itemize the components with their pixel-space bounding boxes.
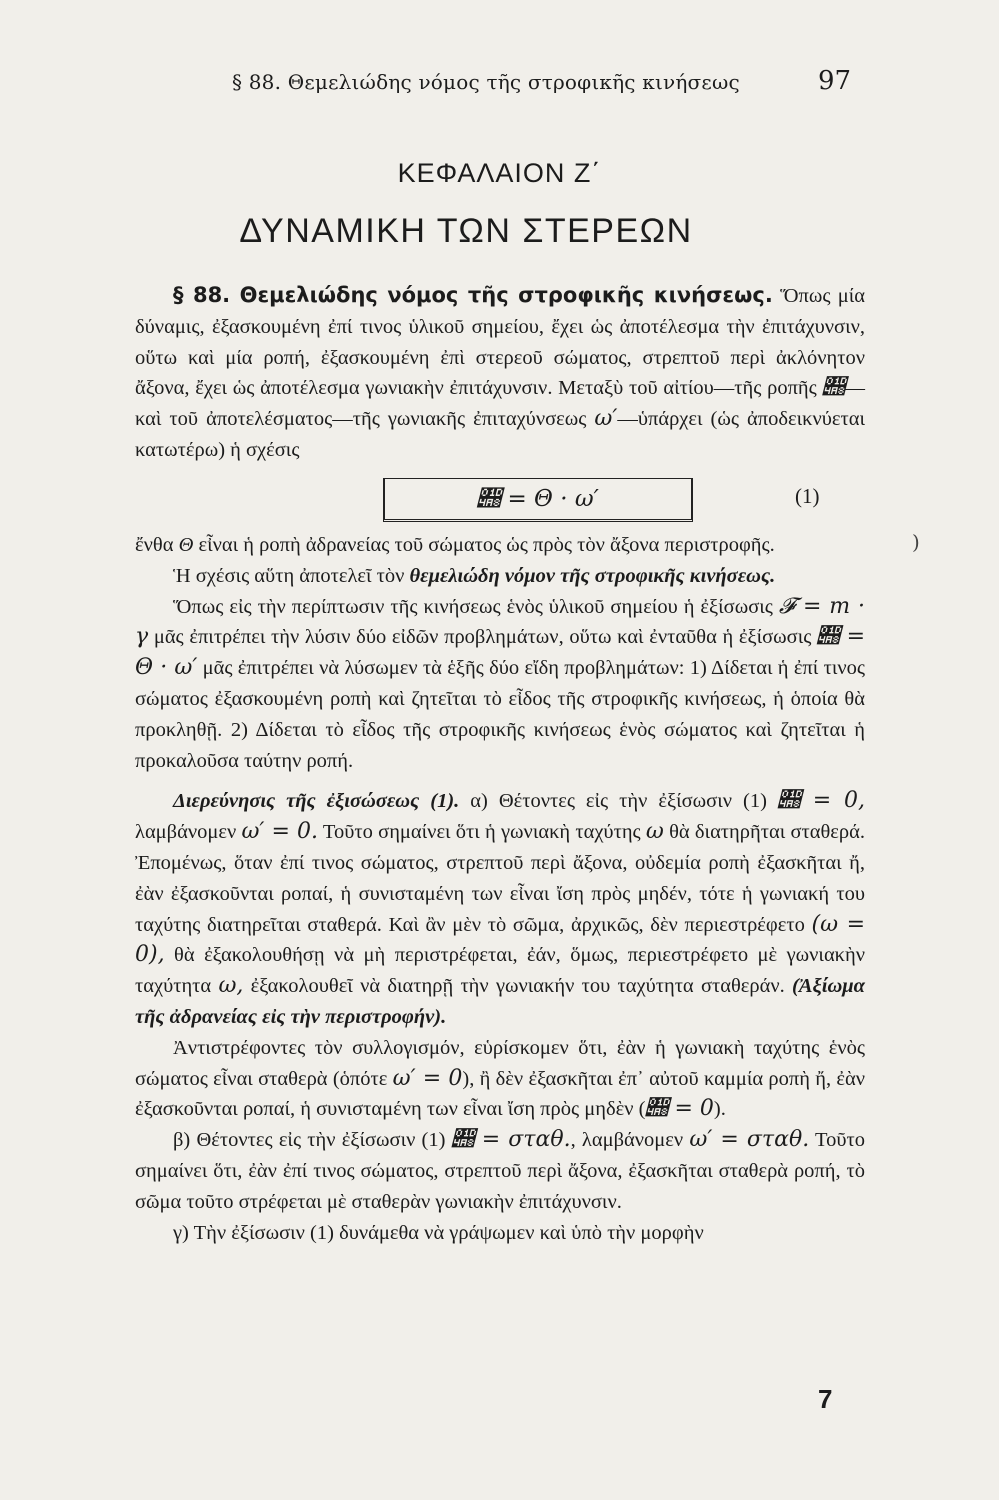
law-statement: Ἡ σχέσις αὕτη ἀποτελεῖ τὸν θεμελιώδη νόμον τῆς στροφικῆς κινήσεως. [173,564,776,587]
formula-row [135,478,865,522]
chapter-title: ΔΥΝΑΜΙΚΗ ΤΩΝ ΣΤΕΡΕΩΝ [239,212,693,250]
page-number: 97 [818,66,852,96]
equation-number: (1) [795,484,820,508]
axiom-note: (Ἀξίωμα τῆς ἀδρανείας εἰς τὴν περιστροφήν). [135,975,866,1028]
section-heading: § 88. Θεμελιώδης νόμος τῆς στροφικῆς κινήσεως. [173,283,773,307]
running-title: § 88. Θεμελιώδης νόμος τῆς στροφικῆς κινήσεως [232,70,740,94]
chapter-heading: ΚΕΦΑΛΑΙΟΝ Ζ΄ [397,158,602,188]
boxed-formula: 𝒨 = Θ · ω′ [383,478,693,522]
main-text [135,530,865,1248]
formula-explanation: ἔνθα Θ εἶναι ἡ ροπὴ ἀδρανείας τοῦ σώματος ὡς πρὸς τὸν ἄξονα περιστροφῆς. [135,534,775,556]
section-intro [135,280,865,466]
signature-mark: 7 [818,1384,833,1414]
beta-paragraph: β) Θέτοντες εἰς τὴν ἐξίσωσιν (1) 𝒨 = σταθ., λαμβάνομεν ω′ = σταθ. Τοῦτο σημαίνει ὅτι, ἐὰν ἐπί τινος σώματος, στρεπτοῦ περὶ ἄξονα, ἐξασκῆται σταθερὰ ροπή, τὸ σῶμα τοῦτο στρέφεται μὲ σταθερὰν γωνιακὴν ἐπιτάχυνσιν. [135,1127,866,1213]
angular-accel-symbol: ω′ [594,406,618,432]
discussion-paragraph: Διερεύνησις τῆς ἐξισώσεως (1). α) Θέτοντες εἰς τὴν ἐξίσωσιν (1) 𝒨 = 0, λαμβάνομεν ω′ = 0. Τοῦτο σημαίνει ὅτι ἡ γωνιακὴ ταχύτης ω θὰ διατηρῆται σταθερά. Ἐπομένως, ὅταν ἐπί τινος σώματος, στρεπτοῦ περὶ ἄξονα, οὐδεμία ροπὴ ἐξασκῆται ἤ, ἐὰν ἐξασκοῦνται ροπαί, ἡ συνισταμένη των εἶναι ἴση πρὸς μηδέν, τότε ἡ γωνιακή του ταχύτης διατηρεῖται σταθερά. Καὶ ἂν μὲν τὸ σῶμα, ἀρχικῶς, δὲν περιεστρέφετο (ω = 0), θὰ ἐξακολουθήσῃ νὰ μὴ περιστρέφεται, ἐάν, ὅμως, περιεστρέφετο μὲ γωνιακὴν ταχύτητα ω, ἐξακολουθεῖ νὰ διατηρῇ τὴν γωνιακήν του ταχύτητα σταθεράν. (Ἀξίωμα τῆς ἀδρανείας εἰς τὴν περιστροφήν). [135,788,866,1028]
problems-paragraph: Ὅπως εἰς τὴν περίπτωσιν τῆς κινήσεως ἑνὸς ὑλικοῦ σημείου ἡ ἐξίσωσις 𝓕 = m · γ μᾶς ἐπιτρέπει τὴν λύσιν δύο εἰδῶν προβλημάτων, οὕτω καὶ ἐνταῦθα ἡ ἐξίσωσις 𝒨 = Θ · ω′ μᾶς ἐπιτρέπει νὰ λύσωμεν τὰ ἑξῆς δύο εἴδη προβλημάτων: 1) Δίδεται ἡ ἐπί τινος σώματος ἐξασκουμένη ροπὴ καὶ ζητεῖται τὸ εἶδος τῆς στροφικῆς κινήσεως, ἡ ὁποία θὰ προκληθῇ. 2) Δίδεται τὸ εἶδος τῆς στροφικῆς κινήσεως ἑνὸς σώματος καὶ ζητεῖται ἡ προκαλοῦσα ταύτην ροπή. [135,593,866,772]
gamma-paragraph: γ) Τὴν ἐξίσωσιν (1) δυνάμεθα νὰ γράψωμεν καὶ ὑπὸ τὴν μορφὴν [173,1221,704,1244]
moment-symbol: 𝒨 [822,375,845,401]
discussion-heading: Διερεύνησις τῆς ἐξισώσεως (1). [173,790,460,813]
section-paragraph: § 88. Θεμελιώδης νόμος τῆς στροφικῆς κινήσεως. Ὅπως μία δύναμις, ἐξασκουμένη ἐπί τινος ὑλικοῦ σημείου, ἔχει ὡς ἀποτέλεσμα τὴν ἐπιτάχυνσιν, οὕτω καὶ μία ροπή, ἐξασκουμένη ἐπὶ στερεοῦ σώματος, στρεπτοῦ περὶ ἀκλόνητον ἄξονα, ἔχει ὡς ἀποτέλεσμα γωνιακὴν ἐπιτάχυνσιν. Μεταξὺ τοῦ αἰτίου—τῆς ροπῆς 𝒨—καὶ τοῦ ἀποτελέσματος—τῆς γωνιακῆς ἐπιταχύνσεως ω′—ὑπάρχει (ὡς ἀποδεικνύεται κατωτέρω) ἡ σχέσις [135,283,866,461]
converse-paragraph: Ἀντιστρέφοντες τὸν συλλογισμόν, εὑρίσκομεν ὅτι, ἐὰν ἡ γωνιακὴ ταχύτης ἑνὸς σώματος εἶναι σταθερὰ (ὁπότε ω′ = 0), ἢ δὲν ἐξασκῆται ἐπ᾿ αὐτοῦ καμμία ροπὴ ἤ, ἐὰν ἐξασκοῦνται ροπαί, ἡ συνισταμένη των εἶναι ἴση πρὸς μηδὲν (𝒨 = 0). [135,1036,866,1122]
law-name: θεμελιώδη νόμον τῆς στροφικῆς κινήσεως. [409,564,776,587]
margin-mark: ) [912,530,920,554]
